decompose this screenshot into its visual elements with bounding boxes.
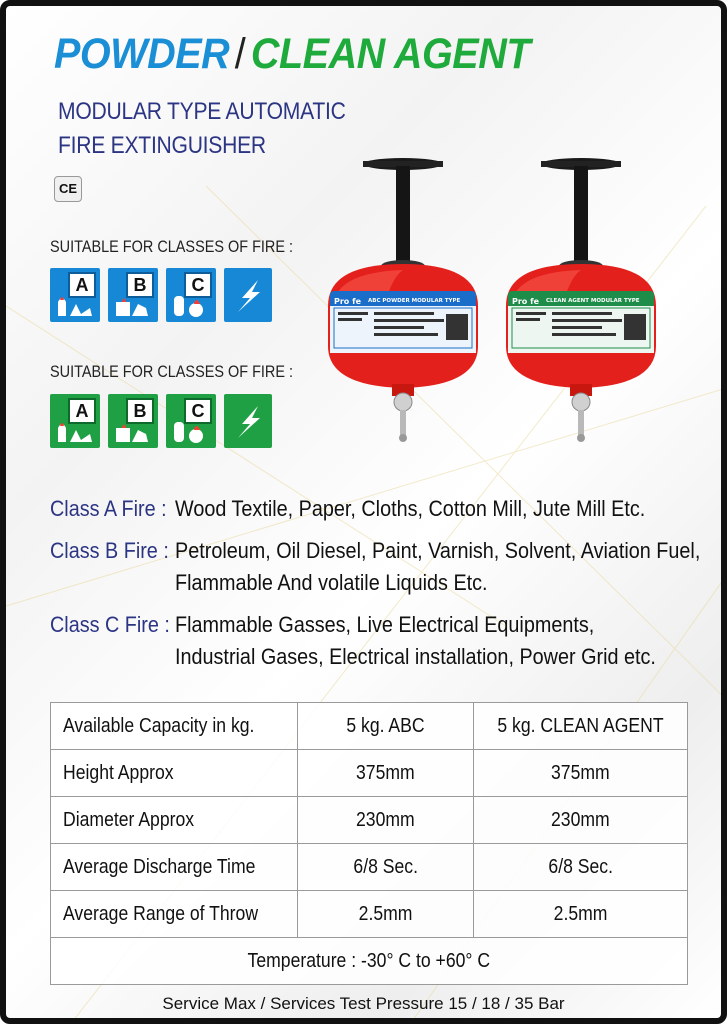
fire-class-letter: C (184, 272, 212, 298)
footer-pressure-note: Service Max / Services Test Pressure 15 / 18 / 35 Bar (162, 994, 565, 1013)
specification-table (50, 702, 688, 985)
electrical-fire-icon (224, 268, 272, 322)
fire-class-letter: B (126, 398, 154, 424)
brand-logo: Pro fe (512, 297, 539, 306)
class-b-description (175, 535, 700, 599)
fire-classes-list (50, 493, 710, 683)
svg-text:CLEAN AGENT MODULAR TYPE: CLEAN AGENT MODULAR TYPE (546, 298, 640, 304)
class-b-label: Class B Fire : (50, 538, 169, 563)
table-cell: 375mm (297, 750, 473, 797)
fire-class-letter: A (68, 398, 96, 424)
table-cell: Available Capacity in kg. (51, 703, 298, 750)
title-separator: / (234, 30, 246, 78)
temperature-cell: Temperature : -30° C to +60° C (51, 938, 688, 985)
table-cell: Height Approx (51, 750, 298, 797)
title-clean-agent: CLEAN AGENT (250, 30, 531, 78)
class-c-fire-icon (166, 268, 216, 322)
subtitle-line-1: MODULAR TYPE AUTOMATIC (58, 98, 346, 125)
class-a-description (175, 493, 657, 525)
table-row (51, 750, 688, 797)
class-b-desc-line-1: Petroleum, Oil Diesel, Paint, Varnish, Solvent, Aviation Fuel, (175, 538, 701, 563)
table-cell: 6/8 Sec. (297, 844, 473, 891)
electrical-fire-icon (224, 394, 272, 448)
table-row (51, 844, 688, 891)
brand-logo: Pro fe (334, 297, 361, 306)
class-c-desc-line-2: Industrial Gases, Electrical installation, Power Grid etc. (175, 644, 656, 669)
table-row (51, 891, 688, 938)
page-title (54, 30, 530, 79)
title-powder: POWDER (54, 30, 230, 78)
fire-class-letter: C (184, 398, 212, 424)
table-cell: 230mm (474, 797, 688, 844)
svg-text:ABC POWDER MODULAR TYPE: ABC POWDER MODULAR TYPE (368, 298, 461, 304)
table-cell: Average Discharge Time (51, 844, 298, 891)
table-cell: 230mm (297, 797, 473, 844)
abc-powder-extinguisher-image (316, 156, 491, 456)
class-c-row (50, 609, 710, 673)
table-cell: 2.5mm (474, 891, 688, 938)
table-cell: 375mm (474, 750, 688, 797)
fire-class-letter: B (126, 272, 154, 298)
table-cell: Average Range of Throw (51, 891, 298, 938)
class-a-row (50, 493, 710, 525)
table-cell: 5 kg. CLEAN AGENT (474, 703, 688, 750)
table-cell: 2.5mm (297, 891, 473, 938)
subtitle-line-2: FIRE EXTINGUISHER (58, 132, 266, 159)
clean-agent-extinguisher-image (494, 156, 669, 456)
class-a-fire-icon (50, 268, 100, 322)
fire-class-icons-green (50, 394, 272, 448)
class-c-description (175, 609, 657, 673)
class-b-fire-icon (108, 394, 158, 448)
class-b-fire-icon (108, 268, 158, 322)
class-c-desc-line-1: Flammable Gasses, Live Electrical Equipments, (175, 612, 595, 637)
class-c-fire-icon (166, 394, 216, 448)
temperature-row (51, 938, 688, 985)
class-a-label: Class A Fire : (50, 496, 167, 521)
ce-mark-icon: CE (54, 176, 82, 202)
suitable-classes-label-2: SUITABLE FOR CLASSES OF FIRE : (50, 362, 294, 381)
table-row (51, 797, 688, 844)
class-b-row (50, 535, 710, 599)
table-cell: Diameter Approx (51, 797, 298, 844)
class-a-desc-line-1: Wood Textile, Paper, Cloths, Cotton Mill, Jute Mill Etc. (175, 496, 646, 521)
class-a-fire-icon (50, 394, 100, 448)
table-row (51, 703, 688, 750)
class-b-desc-line-2: Flammable And volatile Liquids Etc. (175, 570, 488, 595)
fire-class-icons-blue (50, 268, 272, 322)
suitable-classes-label-1: SUITABLE FOR CLASSES OF FIRE : (50, 237, 294, 256)
table-cell: 5 kg. ABC (297, 703, 473, 750)
class-c-label: Class C Fire : (50, 612, 170, 637)
fire-class-letter: A (68, 272, 96, 298)
table-cell: 6/8 Sec. (474, 844, 688, 891)
